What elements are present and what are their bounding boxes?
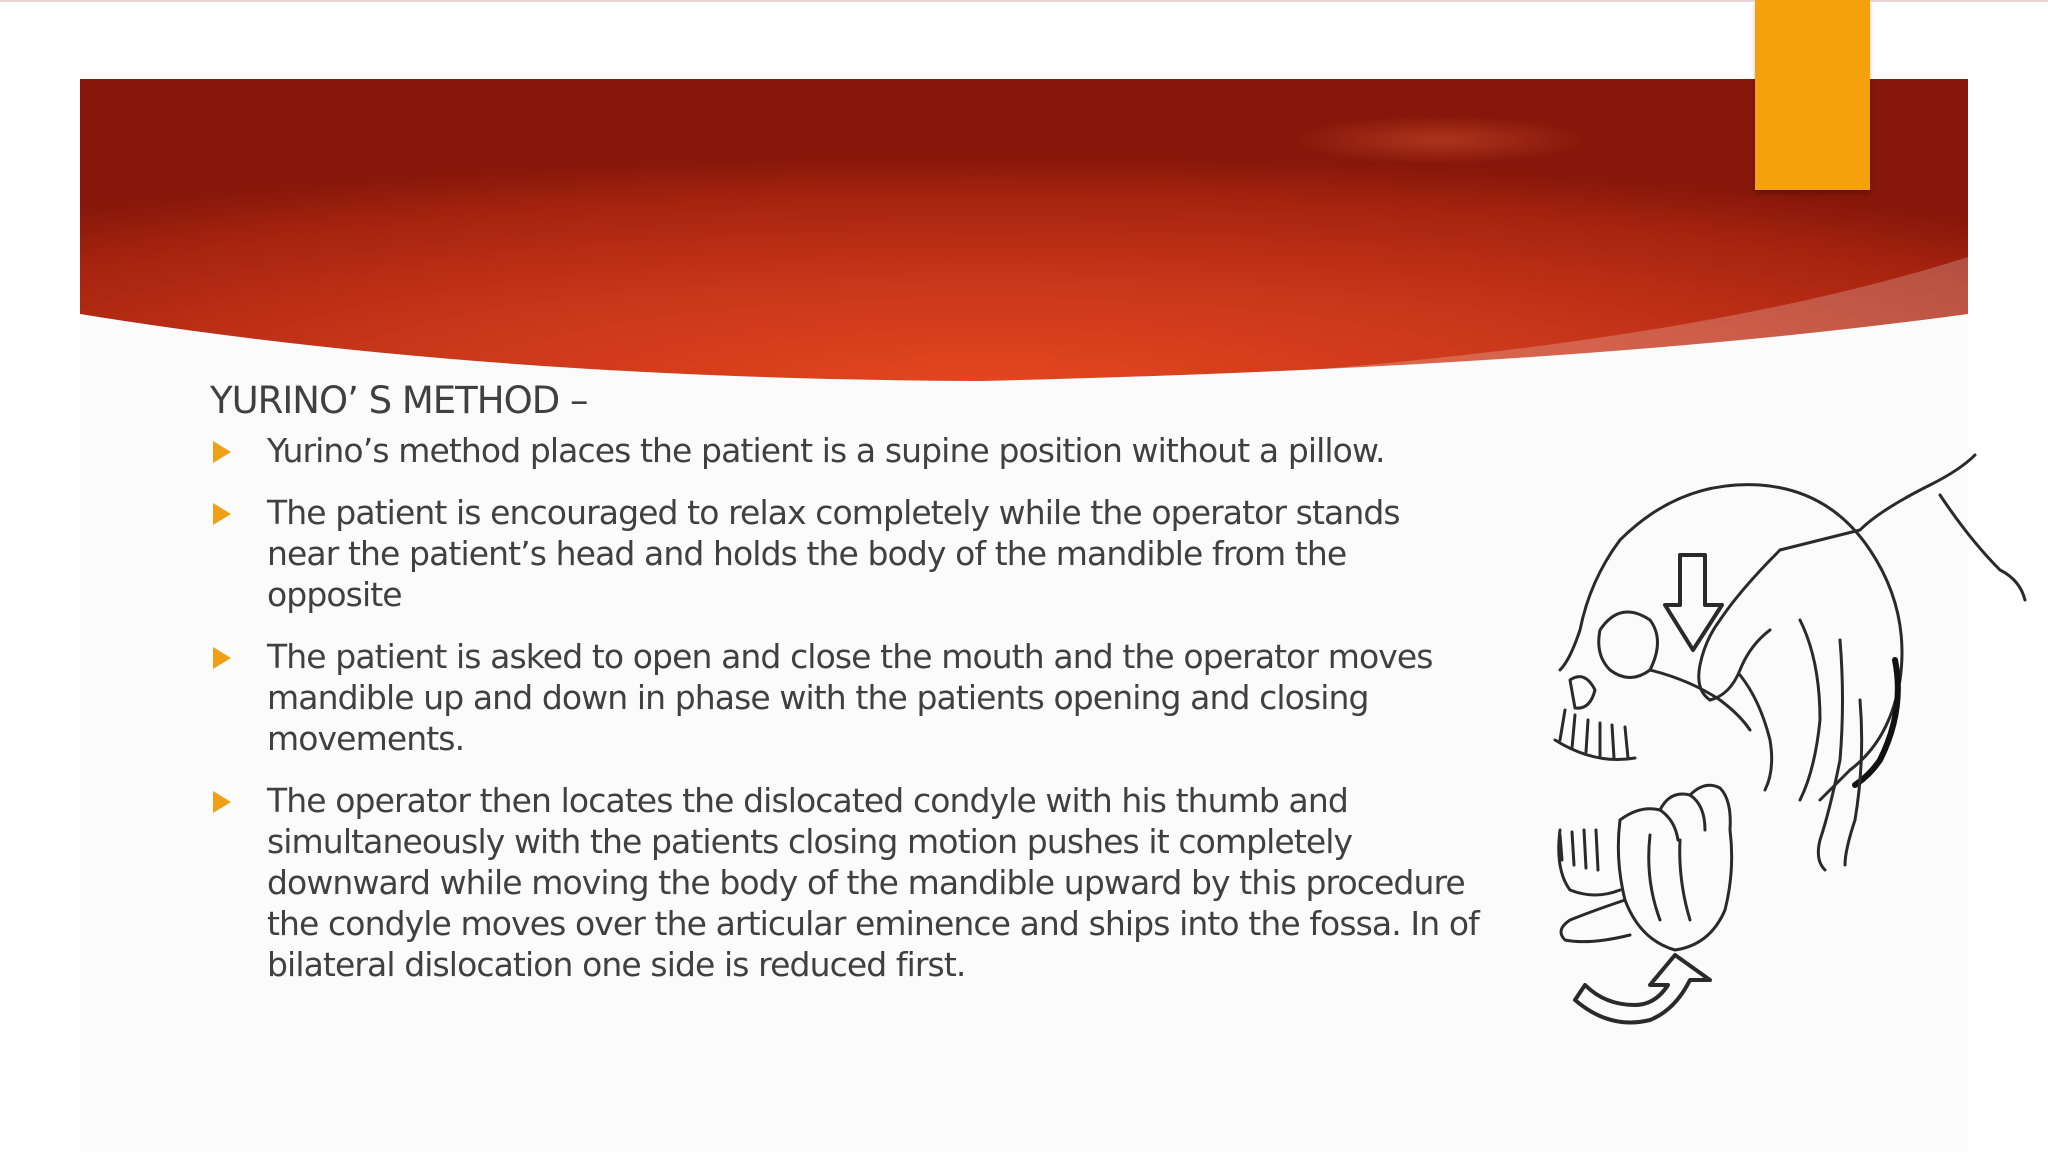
bullet-item <box>210 492 1480 615</box>
bullet-text: Yurino’s method places the patient is a supine position without a pillow. <box>267 431 1385 470</box>
triangle-bullet-icon <box>213 503 231 525</box>
bullet-item <box>210 780 1480 985</box>
bullet-item <box>210 430 1480 471</box>
bullet-list <box>210 430 1480 985</box>
banner-shape <box>80 79 1968 384</box>
slide-heading: YURINO’ S METHOD – <box>210 379 588 422</box>
slide-content <box>210 372 1480 1006</box>
triangle-bullet-icon <box>213 441 231 463</box>
triangle-bullet-icon <box>213 791 231 813</box>
skull-hands-reduction-illustration <box>1500 440 2030 1040</box>
bullet-text: The operator then locates the dislocated condyle with his thumb and simultaneously with the patients closing motion pushes it completely downward while moving the body of the mandible upward by this procedure the condyle moves over the articular eminence and ships into the fossa. In of bilateral dislocation one side is reduced first. <box>267 781 1479 984</box>
accent-tab <box>1755 0 1870 190</box>
bullet-item <box>210 636 1480 759</box>
bullet-text: The patient is encouraged to relax completely while the operator stands near the patient’s head and holds the body of the mandible from the opposite <box>267 493 1400 614</box>
top-divider <box>0 0 2048 2</box>
header-banner <box>80 79 1968 384</box>
bullet-text: The patient is asked to open and close the mouth and the operator moves mandible up and down in phase with the patients opening and closing movements. <box>267 637 1433 758</box>
triangle-bullet-icon <box>213 647 231 669</box>
